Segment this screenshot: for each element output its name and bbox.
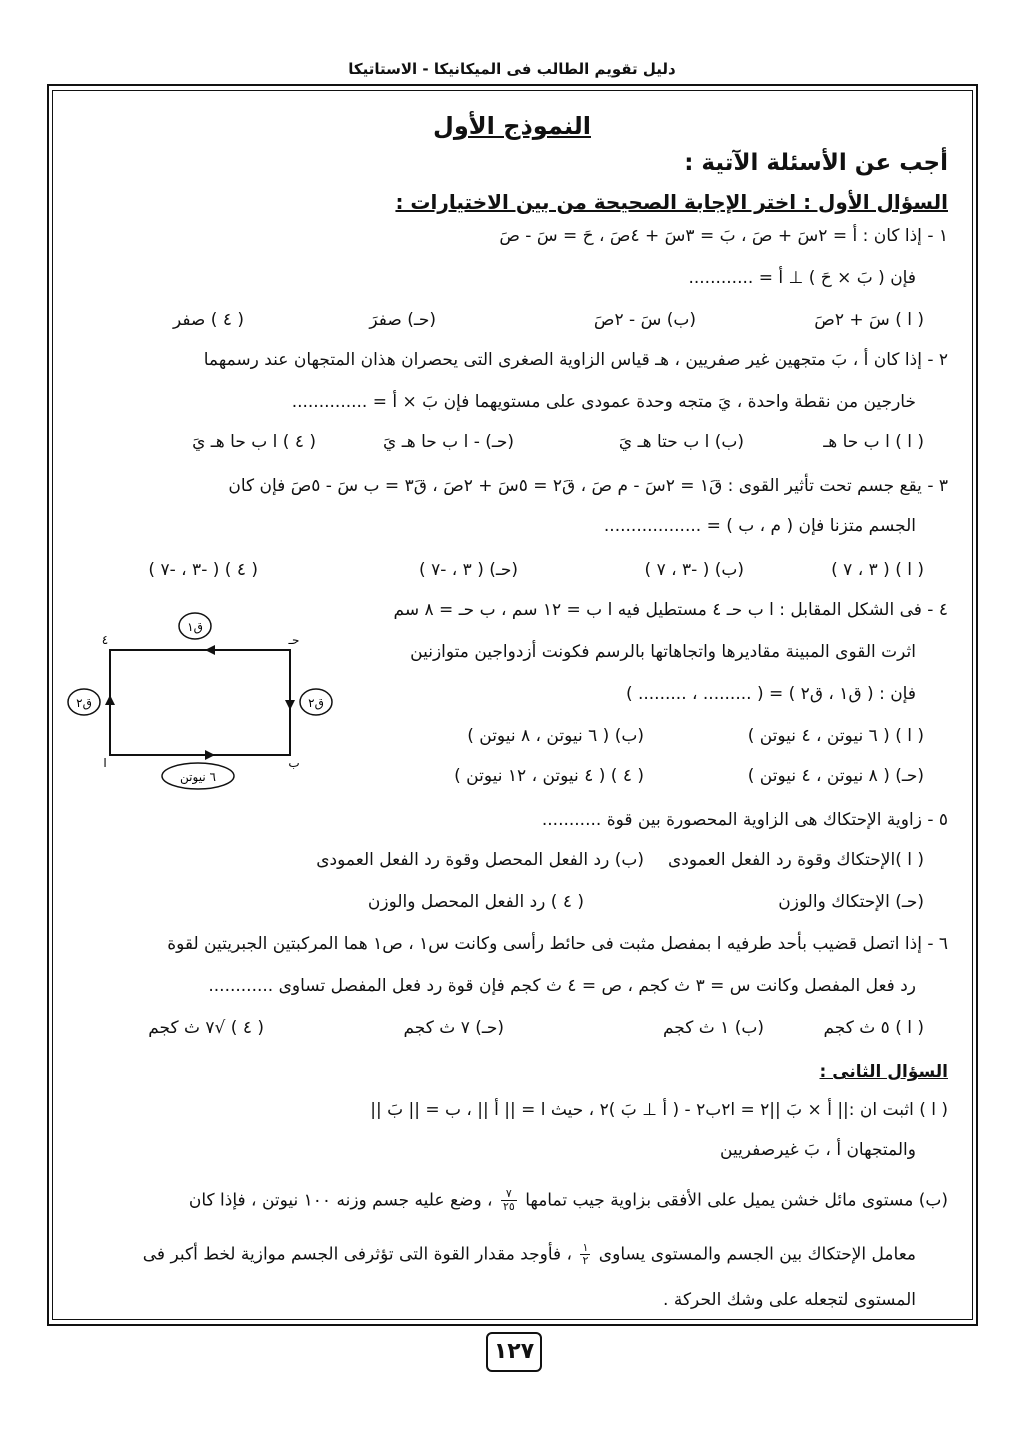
q1-item4-line1: ٤ - فى الشكل المقابل : ا ب حـ ٤ مستطيل فيه ا ب = ١٢ سم ، ب حـ = ٨ سم — [393, 600, 948, 620]
q1-item4-option-a: ( ا ) ( ٦ نيوتن ، ٤ نيوتن ) — [747, 726, 924, 746]
vertex-label-top-right: حـ — [288, 633, 300, 647]
q1-item1-option-a: ( ا ) سَ + ٢صَ — [814, 310, 924, 330]
instructions: أجب عن الأسئلة الآتية : — [684, 150, 948, 176]
q1-item2-option-d: ( ٤ ) ا ب حا هـ يَ — [192, 432, 316, 452]
bottom-arrow-icon — [205, 750, 215, 760]
fraction-cosine — [501, 1188, 517, 1213]
model-title: النموذج الأول — [433, 112, 591, 140]
q1-item1-option-d: ( ٤ ) صفر — [172, 310, 244, 330]
q2-part-b-line2 — [143, 1242, 916, 1267]
q1-item5-option-a: ( ا )الإحتكاك وقوة رد الفعل العمودى — [667, 850, 924, 870]
q2-part-b-line2-end: ، فأوجد مقدار القوة التى تؤثرفى الجسم موازية لخط أكبر فى — [142, 1244, 573, 1265]
fraction-friction-denominator: ٢ — [582, 1254, 589, 1267]
q1-item3-line1: ٣ - يقع جسم تحت تأثير القوى : قَ١ = ٢سَ - م صَ ، قَ٢ = ٥سَ + ٢صَ ، قَ٣ = ب سَ - ٥صَ فإن كان — [228, 476, 948, 496]
q1-item5-line1: ٥ - زاوية الإحتكاك هى الزاوية المحصورة بين قوة ........... — [541, 810, 948, 830]
q1-item1-line1: ١ - إذا كان : أ = ٢سَ + صَ ، بَ = ٣سَ + ٤صَ ، حَ = سَ - صَ — [499, 226, 948, 246]
q1-item3-option-d: ( ٤ ) ( -٣ ، -٧ ) — [148, 560, 258, 580]
q1-item3-option-c: (حـ) ( ٣ ، -٧ ) — [419, 560, 518, 580]
q1-item1-line2: فإن ( بَ × حَ ) ⊥ أ = ............ — [688, 268, 916, 288]
left-force-label: ق٢ — [76, 696, 92, 710]
q2-part-b-line3: المستوى لتجعله على وشك الحركة . — [663, 1290, 916, 1310]
left-arrow-icon — [105, 695, 115, 705]
q1-item1-option-c: (حـ) صفرَ — [369, 310, 436, 330]
q1-item4-option-c: (حـ) ( ٨ نيوتن ، ٤ نيوتن ) — [747, 766, 924, 786]
top-force-label: ق١ — [187, 620, 203, 634]
right-arrow-icon — [285, 700, 295, 710]
right-force-label: ق٢ — [308, 696, 324, 710]
q1-item4-option-d: ( ٤ ) ( ٤ نيوتن ، ١٢ نيوتن ) — [454, 766, 644, 786]
q1-item2-line2: خارجين من نقطة واحدة ، يَ متجه وحدة عمودى على مستويهما فإن بَ × أ = .............. — [291, 392, 916, 412]
fraction-cosine-denominator: ٢٥ — [502, 1200, 515, 1213]
q1-item3-line2: الجسم متزنا فإن ( م ، ب ) = .................. — [603, 516, 916, 536]
question-2-heading: السؤال الثانى : — [819, 1062, 948, 1082]
rectangle-shape — [110, 650, 290, 755]
top-arrow-icon — [205, 645, 215, 655]
q1-item4-option-b: (ب) ( ٦ نيوتن ، ٨ نيوتن ) — [467, 726, 644, 746]
q1-item5-option-b: (ب) رد الفعل المحصل وقوة رد الفعل العمودى — [316, 850, 644, 870]
rectangle-force-diagram — [60, 610, 350, 800]
page-header: دليل تقويم الطالب فى الميكانيكا - الاستاتيكا — [348, 60, 676, 78]
q2-part-a-line2: والمتجهان أ ، بَ غيرصفريين — [720, 1140, 916, 1160]
q2-part-b-line1-end: ، وضع عليه جسم وزنه ١٠٠ نيوتن ، فإذا كان — [188, 1190, 493, 1211]
question-1-heading: السؤال الأول : اختر الإجابة الصحيحة من بين الاختيارات : — [395, 190, 948, 214]
q1-item2-option-b: (ب) ا ب حتا هـ يَ — [618, 432, 744, 452]
q2-part-b-line1 — [189, 1188, 948, 1213]
q1-item6-line1: ٦ - إذا اتصل قضيب بأحد طرفيه ا بمفصل مثبت فى حائط رأسى وكانت س١ ، ص١ هما المركبتين الجبريتين لقوة — [167, 934, 948, 954]
q1-item6-line2: رد فعل المفصل وكانت س = ٣ ث كجم ، ص = ٤ ث كجم فإن قوة رد فعل المفصل تساوى ............ — [208, 976, 916, 996]
q1-item3-option-b: (ب) ( -٣ ، ٧ ) — [644, 560, 744, 580]
vertex-label-bottom-left: ا — [103, 756, 107, 770]
fraction-cosine-numerator: ٧ — [501, 1188, 517, 1201]
page-number: ١٢٧ — [486, 1332, 542, 1372]
bottom-force-label: ٦ نيوتن — [180, 770, 216, 784]
q2-part-b-line1-start: (ب) مستوى مائل خشن يميل على الأفقى بزاوية جيب تمامها — [525, 1190, 948, 1211]
fraction-friction-numerator: ١ — [582, 1241, 589, 1254]
q1-item5-option-c: (حـ) الإحتكاك والوزن — [778, 892, 924, 912]
vertex-label-top-left: ٤ — [101, 633, 109, 647]
q2-part-b-line2-start: معامل الإحتكاك بين الجسم والمستوى يساوى — [598, 1244, 916, 1265]
q1-item4-line2: اثرت القوى المبينة مقاديرها واتجاهاتها بالرسم فكونت أزدواجين متوازنين — [410, 642, 916, 662]
q1-item6-option-c: (حـ) ٧ ث كجم — [403, 1018, 504, 1038]
q1-item6-option-b: (ب) ١ ث كجم — [662, 1018, 764, 1038]
q1-item4-line3: فإن : ( ق١ ، ق٢ ) = ( ......... ، ......... ) — [625, 684, 916, 704]
q1-item2-option-a: ( ا ) ا ب حا هـ — [823, 432, 924, 452]
q1-item1-option-b: (ب) سَ - ٢صَ — [593, 310, 696, 330]
fraction-friction — [580, 1242, 590, 1267]
q1-item6-option-a: ( ا ) ٥ ث كجم — [823, 1018, 924, 1038]
q1-item3-option-a: ( ا ) ( ٣ ، ٧ ) — [831, 560, 924, 580]
q1-item2-line1: ٢ - إذا كان أ ، بَ متجهين غير صفريين ، هـ قياس الزاوية الصغرى التى يحصران هذان المتجهان عند رسمهما — [203, 350, 948, 370]
q1-item2-option-c: (حـ) - ا ب حا هـ يَ — [383, 432, 514, 452]
q2-part-a-line1: ( ا ) اثبت ان :|| أ × بَ ||٢ = ا٢ب٢ - ( أ ⊥ بَ )٢ ، حيث ا = || أ || ، ب = || بَ || — [370, 1100, 948, 1120]
q1-item5-option-d: ( ٤ ) رد الفعل المحصل والوزن — [367, 892, 584, 912]
q1-item6-option-d: ( ٤ ) √٧ ث كجم — [148, 1018, 264, 1038]
vertex-label-bottom-right: ب — [288, 756, 300, 770]
